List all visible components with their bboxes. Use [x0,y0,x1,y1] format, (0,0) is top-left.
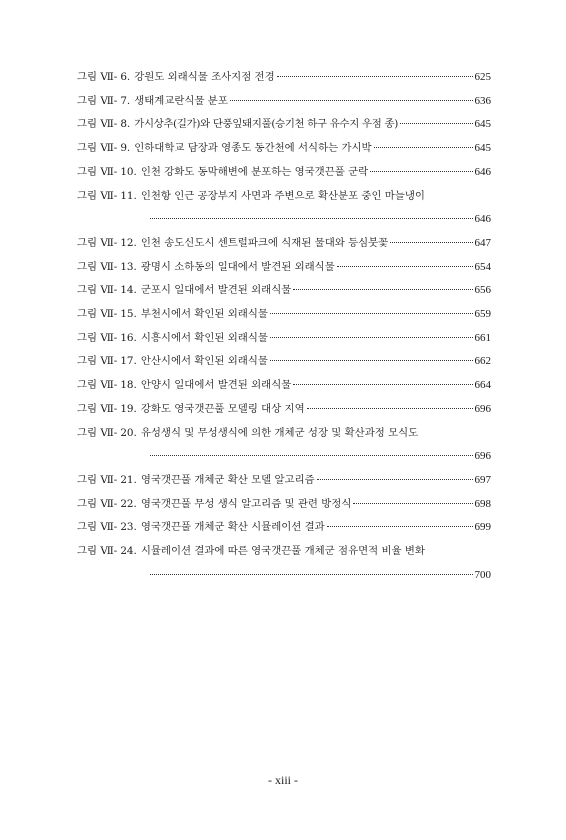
entry-title: 영국갯끈풀 개체군 확산 모델 알고리즘 [140,473,315,486]
toc-entry-continuation [150,208,491,232]
entry-title: 안산시에서 확인된 외래식물 [140,355,268,368]
toc-entry[interactable] [77,90,491,114]
entry-page: 661 [474,331,491,344]
entry-number: 15. [120,308,137,321]
entry-prefix: 그림 Ⅶ- [77,402,118,415]
entry-page: 646 [474,165,491,178]
entry-number: 12. [120,236,137,249]
entry-prefix: 그림 Ⅶ- [77,521,118,534]
toc-entry[interactable] [77,303,491,327]
entry-page: 700 [474,568,491,581]
dot-leader [293,384,472,385]
dot-leader [270,337,473,338]
entry-page: 698 [474,497,491,510]
dot-leader [327,526,473,527]
entry-page: 636 [474,94,491,107]
dot-leader [370,171,472,172]
entry-number: 13. [120,260,137,273]
dot-leader [270,313,473,314]
entry-title: 인천항 인근 공장부지 사면과 주변으로 확산분포 중인 마늘냉이 [140,189,425,202]
entry-page: 654 [474,260,491,273]
entry-title: 시뮬레이션 결과에 따른 영국갯끈풀 개체군 점유면적 비율 변화 [140,545,425,558]
entry-prefix: 그림 Ⅶ- [77,308,118,321]
entry-title: 인하대학교 담장과 영종도 동간천에 서식하는 가시박 [134,142,372,155]
entry-prefix: 그림 Ⅶ- [77,142,118,155]
toc-entry[interactable] [77,422,491,446]
dot-leader [374,147,473,148]
toc-entry[interactable] [77,185,491,209]
entry-number: 22. [120,497,137,510]
entry-title: 광명시 소하동의 일대에서 발견된 외래식물 [140,260,335,273]
toc-entry[interactable] [77,469,491,493]
entry-title: 강화도 영국갯끈풀 모델링 대상 지역 [140,402,305,415]
entry-number: 7. [120,94,131,107]
entry-page: 647 [474,236,491,249]
entry-prefix: 그림 Ⅶ- [77,189,118,202]
entry-prefix: 그림 Ⅶ- [77,284,118,297]
entry-number: 11. [120,189,137,202]
entry-prefix: 그림 Ⅶ- [77,426,118,439]
dot-leader [277,76,473,77]
entry-title: 안양시 일대에서 발견된 외래식물 [140,379,292,392]
entry-prefix: 그림 Ⅶ- [77,545,118,558]
toc-entry[interactable] [77,279,491,303]
entry-page: 625 [474,71,491,83]
toc-entry[interactable] [77,232,491,256]
entry-title: 영국갯끈풀 개체군 확산 시뮬레이션 결과 [140,521,325,534]
entry-page: 664 [474,379,491,392]
toc-entry[interactable] [77,66,491,90]
table-of-figures [77,66,491,587]
entry-prefix: 그림 Ⅶ- [77,94,118,107]
dot-leader [270,360,473,361]
entry-prefix: 그림 Ⅶ- [77,331,118,344]
entry-number: 18. [120,379,137,392]
entry-prefix: 그림 Ⅶ- [77,497,118,510]
dot-leader [353,503,472,504]
entry-prefix: 그림 Ⅶ- [77,236,118,249]
toc-entry[interactable] [77,540,491,564]
dot-leader [317,479,473,480]
toc-entry[interactable] [77,374,491,398]
dot-leader [293,289,472,290]
entry-number: 9. [120,142,131,155]
toc-entry[interactable] [77,113,491,137]
entry-title: 유성생식 및 무성생식에 의한 개체군 성장 및 확산과정 모식도 [140,426,419,439]
entry-number: 17. [120,355,137,368]
dot-leader [400,123,473,124]
entry-number: 20. [120,426,137,439]
entry-number: 16. [120,331,137,344]
entry-prefix: 그림 Ⅶ- [77,260,118,273]
toc-entry[interactable] [77,161,491,185]
dot-leader [337,266,473,267]
entry-title: 가시상추(길가)와 단풍잎돼지풀(승기천 하구 유수지 우점 종) [134,118,398,131]
entry-page: 646 [474,213,491,226]
entry-title: 영국갯끈풀 무성 생식 알고리즘 및 관련 방정식 [140,497,352,510]
entry-prefix: 그림 Ⅶ- [77,118,118,131]
entry-prefix: 그림 Ⅶ- [77,379,118,392]
toc-entry[interactable] [77,398,491,422]
entry-page: 645 [474,118,491,131]
entry-number: 21. [120,473,137,486]
toc-entry[interactable] [77,350,491,374]
entry-number: 10. [120,165,137,178]
toc-entry[interactable] [77,137,491,161]
toc-entry[interactable] [77,516,491,540]
entry-title: 강원도 외래식물 조사지점 전경 [134,71,275,83]
entry-prefix: 그림 Ⅶ- [77,71,118,83]
entry-number: 23. [120,521,137,534]
entry-number: 24. [120,545,137,558]
dot-leader [150,574,473,575]
entry-prefix: 그림 Ⅶ- [77,473,118,486]
entry-page: 662 [474,355,491,368]
dot-leader [150,218,473,219]
toc-entry[interactable] [77,327,491,351]
toc-entry[interactable] [77,256,491,280]
entry-title: 생태계교란식물 분포 [134,94,228,107]
entry-page: 696 [474,402,491,415]
page-number-footer: - xiii - [268,773,298,787]
entry-prefix: 그림 Ⅶ- [77,355,118,368]
toc-entry[interactable] [77,493,491,517]
entry-title: 시흥시에서 확인된 외래식물 [140,331,268,344]
dot-leader [150,455,473,456]
entry-title: 부천시에서 확인된 외래식물 [140,308,268,321]
entry-number: 14. [120,284,137,297]
entry-title: 인천 송도신도시 센트럴파크에 식재된 물대와 등심붓꽃 [140,236,389,249]
dot-leader [230,100,473,101]
entry-page: 696 [474,450,491,463]
entry-number: 19. [120,402,137,415]
entry-number: 6. [120,71,131,83]
entry-page: 659 [474,308,491,321]
entry-number: 8. [120,118,131,131]
entry-prefix: 그림 Ⅶ- [77,165,118,178]
dot-leader [390,242,472,243]
entry-page: 697 [474,473,491,486]
toc-entry-continuation [150,564,491,588]
entry-title: 군포시 일대에서 발견된 외래식물 [140,284,292,297]
entry-title: 인천 강화도 동막해변에 분포하는 영국갯끈풀 군락 [140,165,369,178]
entry-page: 656 [474,284,491,297]
dot-leader [307,408,473,409]
toc-entry-continuation [150,445,491,469]
entry-page: 699 [474,521,491,534]
entry-page: 645 [474,142,491,155]
